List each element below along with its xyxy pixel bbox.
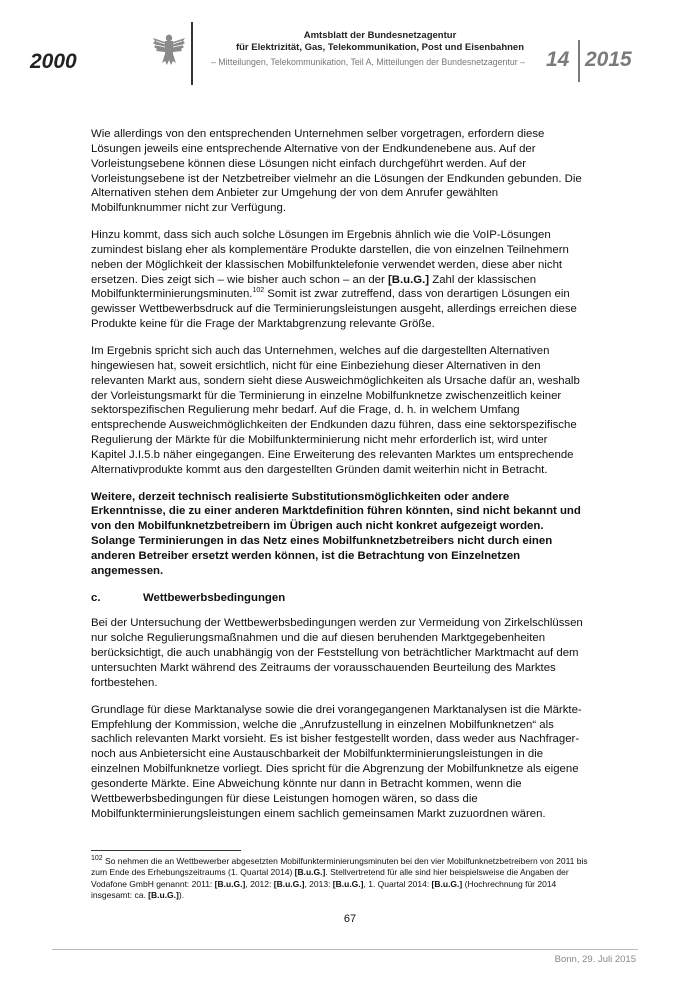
redacted-marker: [B.u.G.] xyxy=(387,273,430,286)
redacted-marker: [B.u.G.] xyxy=(214,878,246,889)
footnote-text: (Hochrechnung für 2014 insgesamt: ca. xyxy=(91,878,557,900)
issue-year: 2015 xyxy=(585,48,632,71)
paragraph-6: Grundlage für diese Marktanalyse sowie die drei vorangegangenen Marktanalysen ist die Märkte-Empfehlung der Kommission, welche die „Anrufzustellung in einzelnen Mobilfunknetzen“ als sachlich relevanten Markt vorsieht. Es ist bisher festgestellt worden, dass weder aus Nachfrager- noch aus Anbietersicht eine Austauschbarkeit der Mobilfunkterminierungsleistungen in die einzelnen Mobilfunknetze vorliegt. Dies spricht für die Abgrenzung der Mobilfunknetze als eigene gesonderte Märkte. Eine Abweichung könnte nur dann in Betracht kommen, wenn die Wettbewerbsbedingungen für diese Leistungen homogen wären, so dass die Mobilfunkterminierungsleistungen einem sachlich gemeinsamen Markt zuzuordnen wären. xyxy=(91,703,582,820)
paragraph-3: Im Ergebnis spricht sich auch das Unternehmen, welches auf die dargestellten Alternativen hingewiesen hat, soweit ersichtlich, nicht für eine Einbeziehung dieser Alternativen in den relevanten Markt aus, sondern sieht diese Ausweichmöglichkeiten als Ursache dafür an, weshalb der Vorleistungsmarkt für die Terminierung in einzelne Mobilfunknetze zwischenzeitlich keiner sektorspezifischen Regulierung mehr bedarf. Auf die Frage, d. h. in welchem Umfang entsprechende Ausweichmöglichkeiten der Endkunden dazu führen, dass eine sektorspezifische Regulierung der Märkte für die Mobilfunkterminierung nicht mehr erforderlich ist, wird unter Kapitel J.I.5.b näher eingegangen. Eine Erweiterung des relevanten Marktes um entsprechende Alternativprodukte kommt aus den dargestellten Gründen damit weiterhin nicht in Betracht. xyxy=(91,344,580,476)
redacted-marker: [B.u.G.] xyxy=(294,867,326,878)
inner-page-number: 67 xyxy=(343,913,357,925)
section-heading xyxy=(91,591,584,606)
paragraph-5: Bei der Untersuchung der Wettbewerbsbedingungen werden zur Vermeidung von Zirkelschlüssen nur solche Regulierungsmaßnahmen und die auf diesen beruhenden Marktgegebenheiten berücksichtigt, die auch unabhängig von der Feststellung von beträchtlicher Marktmacht auf dem untersuchten Markt während des Zeitraums der vorausschauenden Beurteilung des Marktes fortbestehen. xyxy=(91,617,583,689)
paragraph-1: Wie allerdings von den entsprechenden Unternehmen selber vorgetragen, erfordern diese Lösungen jeweils eine entsprechende Alternative von der Endkundenebene aus. Auf der Vorleistungsebene können diese Lösungen nicht einfach durchgeführt werden. Auf der Vorleistungsebene ist der Netzbetreiber vielmehr an die Lösungen der Endkunden gebunden. Die Alternativen stehen dem Anbieter zur Umgehung der von dem Anrufer gewählten Mobilfunknummer nicht zur Verfügung. xyxy=(91,128,582,215)
footnote-separator xyxy=(91,850,241,851)
issue-number: 14 xyxy=(546,48,570,71)
footnote-text: So nehmen die an Wettbewerber abgesetzten Mobilfunkterminierungsminuten bei den vier Mobilfunknetzbetreibern von 2011 bis zum Ende des Erhebungszeitraums (1. Quartal 2014) xyxy=(91,856,588,878)
footnote-text: . Stellvertretend für alle sind hier beispielsweise die Angaben der Vodafone GmbH genannt: 2011: xyxy=(91,867,569,889)
publication-subtitle: – Mitteilungen, Telekommunikation, Teil A, Mitteilungen der Bundesnetzagentur – xyxy=(210,57,526,67)
page-number: 2000 xyxy=(30,50,77,73)
footnote-text: , 2012: xyxy=(245,878,274,889)
footer-divider xyxy=(52,949,638,950)
publication-title-line1: Amtsblatt der Bundesnetzagentur xyxy=(303,30,457,41)
footnote-text: ). xyxy=(178,889,185,900)
footnote-text: , 1. Quartal 2014: xyxy=(363,878,432,889)
footnote-text: , 2013: xyxy=(304,878,333,889)
redacted-marker: [B.u.G.] xyxy=(148,889,179,900)
paragraph-2-part-b: Zahl der klassischen Mobilfunkterminierungsminuten. xyxy=(91,273,537,301)
document-body xyxy=(91,127,584,833)
paragraph-4-bold: Weitere, derzeit technisch realisierte Substitutionsmöglichkeiten oder andere Erkenntnisse, die zu einer anderen Marktdefinition führen könnten, sind nicht bekannt und von den Mobilfunknetzbetreibern im Übrigen auch nicht konkret aufgezeigt worden. Solange Terminierungen in das Netz eines Mobilfunknetzbetreibers nicht durch einen anderen Betreiber ersetzt werden können, ist die Betrachtung von Einzelnetzen angemessen. xyxy=(91,490,581,577)
redacted-marker: [B.u.G.] xyxy=(332,878,364,889)
paragraph-2 xyxy=(91,228,584,332)
paragraph-2-part-c: Somit ist zwar zutreffend, dass von derartigen Lösungen ein gewisser Wettbewerbsdruck auf die Terminierungsleistungen ausgeht, allerdings erreichen diese Produkte keine für die Frage der Marktabgrenzung relevante Größe. xyxy=(91,288,577,331)
footnote-reference[interactable]: 102 xyxy=(252,287,265,295)
issue-divider xyxy=(578,40,580,82)
footnote-102 xyxy=(91,856,588,901)
footer-date: Bonn, 29. Juli 2015 xyxy=(554,954,636,965)
redacted-marker: [B.u.G.] xyxy=(431,878,463,889)
section-number: c. xyxy=(91,591,101,604)
redacted-marker: [B.u.G.] xyxy=(273,878,305,889)
paragraph-2-part-a: Hinzu kommt, dass sich auch solche Lösungen im Ergebnis ähnlich wie die VoIP-Lösungen zumindest bislang eher als komplementäre Produkte darstellen, die von einzelnen Teilnehmern neben der Möglichkeit der klassischen Mobilfunktelefonie verwendet werden, diese aber nicht ersetzen. Dies zeigt sich – wie bisher auch schon – an der xyxy=(91,229,569,286)
publication-title-line2: für Elektrizität, Gas, Telekommunikation, Post und Eisenbahnen xyxy=(235,42,525,53)
federal-eagle-icon xyxy=(152,31,186,67)
footnote-number: 102 xyxy=(91,855,103,863)
section-title: Wettbewerbsbedingungen xyxy=(143,591,286,604)
header-divider xyxy=(191,22,193,85)
publication-title xyxy=(200,30,560,54)
